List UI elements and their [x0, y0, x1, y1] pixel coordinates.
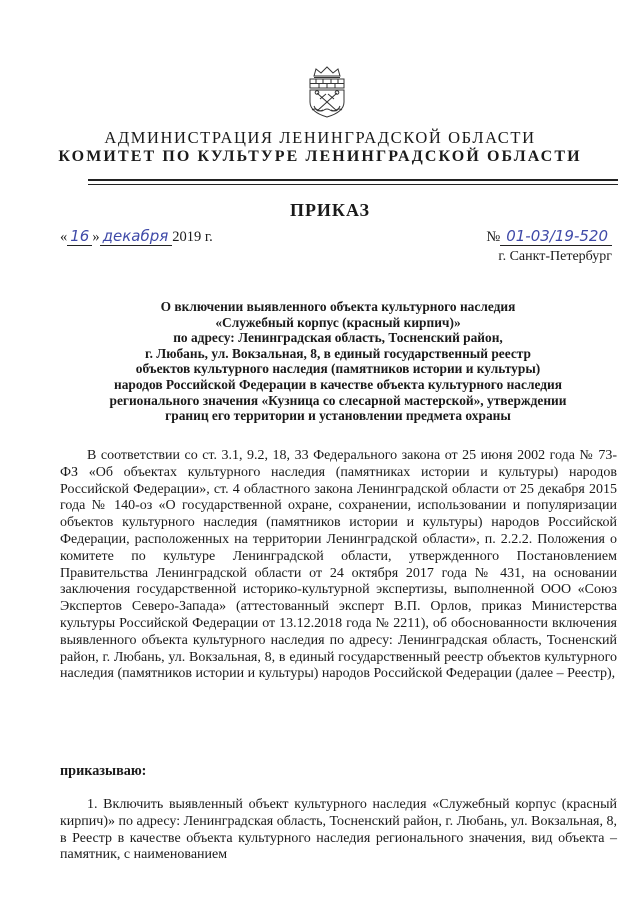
- date-close-quote: »: [92, 229, 100, 245]
- order-item-1: 1. Включить выявленный объект культурного наследия «Служебный корпус (красный кирпич)» по адресу: Ленинградская область, Тосненский район, г. Любань, ул. Вокзальная, 8, в Реестр в качестве объекта культурного наследия регионального значения, вид объекта – памятник, с наименованием: [60, 797, 617, 863]
- preamble-paragraph: В соответствии со ст. 3.1, 9.2, 18, 33 Федерального закона от 25 июня 2002 года № 73-ФЗ «Об объектах культурного наследия (памятниках истории и культуры) народов Российской Федерации», ст. 4 областного закона Ленинградской области от 25 декабря 2015 года № 140-оз «О государственной охране, сохранении, использовании и популяризации объектов культурного наследия (памятников истории и культуры) народов Российской Федерации, расположенных на территории Ленинградской области», п. 2.2.2. Положения о комитете по культуре Ленинградской области, утвержденного Постановлением Правительства Ленинградской области от 24 октября 2017 года № 431, на основании заключения государственной историко-культурной экспертизы, выполненной ООО «Союз Экспертов Северо-Запада» (аттестованный эксперт В.П. Орлов, приказ Министерства культуры Российской Федерации от 13.12.2018 года № 2211), об обоснованности включения выявленного объекта культурного наследия по адресу: Ленинградская область, Тосненский район, г. Любань, ул. Вокзальная, 8, в единый государственный реестр объектов культурного наследия (памятников истории и культуры) народов Российской Федерации (далее – Реестр),: [60, 448, 617, 682]
- document-title: ПРИКАЗ: [289, 200, 371, 220]
- date-month-handwritten: декабря: [100, 227, 173, 246]
- subject-line: регионального значения «Кузница со слесарной мастерской», утверждении: [109, 392, 567, 408]
- subject-line: народов Российской Федерации в качестве объекта культурного наследия: [114, 376, 562, 392]
- header-rule-thick: [88, 179, 618, 181]
- subject-line: границ его территории и установлении предмета охраны: [165, 408, 511, 424]
- subject-line: О включении выявленного объекта культурного наследия: [160, 299, 516, 314]
- subject-line: объектов культурного наследия (памятников истории и культуры): [135, 361, 541, 377]
- date-day-handwritten: 16: [67, 227, 92, 246]
- date-open-quote: «: [60, 229, 68, 245]
- number-prefix: №: [486, 229, 501, 245]
- committee-name: КОМИТЕТ ПО КУЛЬТУРЕ ЛЕНИНГРАДСКОЙ ОБЛАСТИ: [58, 148, 582, 165]
- date-year: 2019 г.: [172, 229, 213, 245]
- leningrad-oblast-coat-of-arms-icon: [306, 66, 348, 118]
- document-date: [60, 227, 213, 246]
- order-word: приказываю:: [60, 763, 147, 779]
- document-subject: [40, 299, 636, 424]
- document-number: [486, 227, 612, 246]
- number-value-handwritten: 01-03/19-520: [500, 227, 612, 246]
- subject-line: г. Любань, ул. Вокзальная, 8, в единый государственный реестр: [145, 345, 531, 361]
- subject-line: «Служебный корпус (красный кирпич)»: [215, 314, 461, 330]
- header-rule-thin: [88, 184, 618, 185]
- subject-line: по адресу: Ленинградская область, Тосненский район,: [173, 330, 503, 346]
- document-city: г. Санкт-Петербург: [498, 249, 612, 264]
- organization-name: АДМИНИСТРАЦИЯ ЛЕНИНГРАДСКОЙ ОБЛАСТИ: [104, 128, 536, 147]
